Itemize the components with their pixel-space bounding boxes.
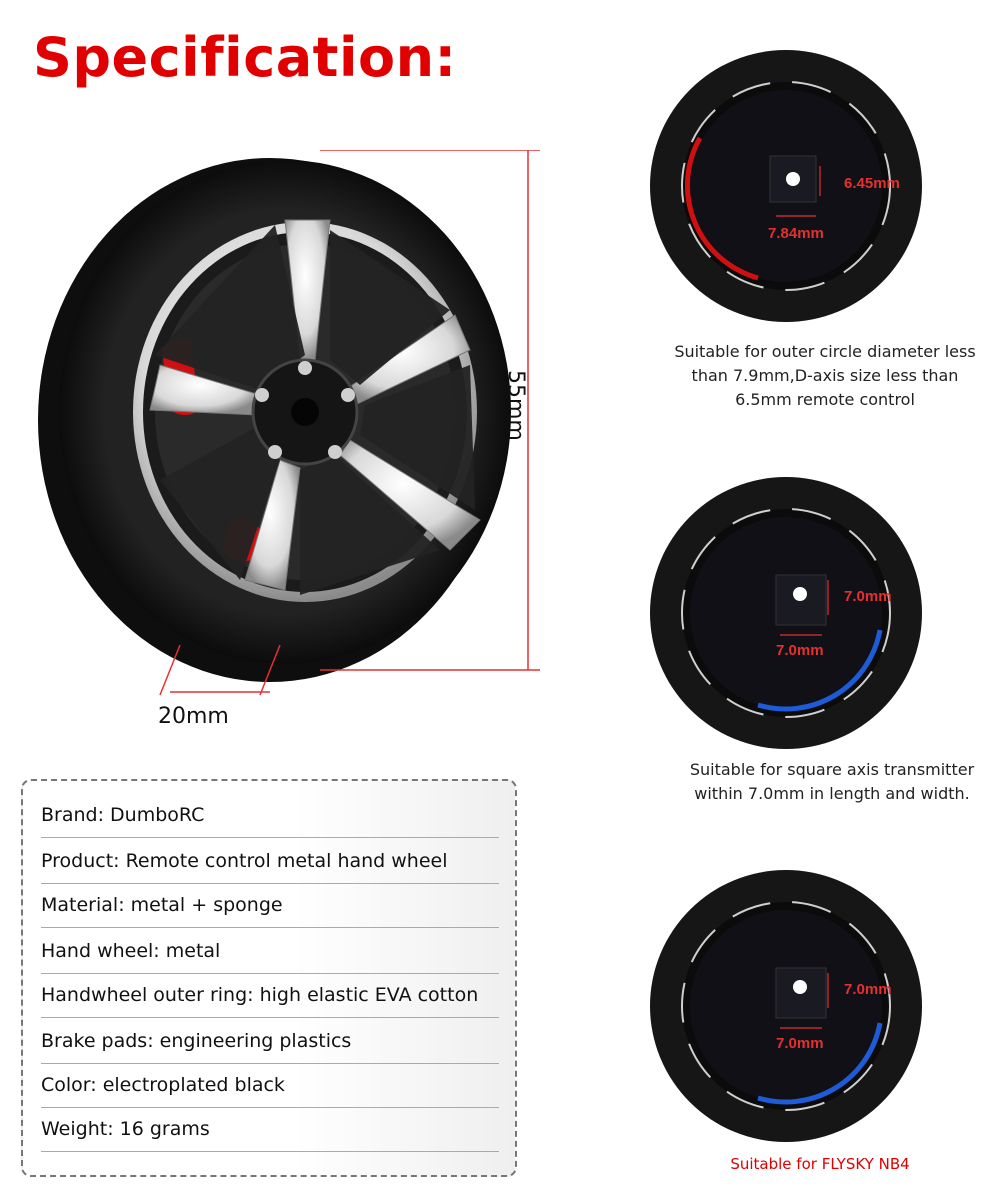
- side3-dim-a: 7.0mm: [844, 981, 892, 998]
- side3-dim-b: 7.0mm: [776, 1035, 824, 1052]
- spec-row-material: Material: metal + sponge: [41, 883, 499, 928]
- page-title: Specification:: [33, 26, 457, 89]
- rear-view-image-square-axis: [648, 475, 924, 751]
- hand-wheel-image: [30, 150, 550, 710]
- spec-row-product: Product: Remote control metal hand wheel: [41, 839, 499, 884]
- spec-row-hand-wheel: Hand wheel: metal: [41, 929, 499, 974]
- width-dimension-label: 20mm: [158, 704, 229, 729]
- spec-row-outer-ring: Handwheel outer ring: high elastic EVA cotton: [41, 973, 499, 1018]
- height-dimension-label: 55mm: [503, 370, 528, 441]
- side1-caption: Suitable for outer circle diameter less than 7.9mm,D-axis size less than 6.5mm remote control: [674, 342, 976, 409]
- rear-view-image-d-axis: [648, 48, 924, 324]
- side2-dim-b: 7.0mm: [776, 642, 824, 659]
- side1-dim-b: 7.84mm: [768, 225, 824, 242]
- rear-view-image-flysky: [648, 868, 924, 1144]
- spec-row-brand: Brand: DumboRC: [41, 793, 499, 838]
- side1-dim-a: 6.45mm: [844, 175, 900, 192]
- spec-list: [21, 779, 517, 1177]
- spec-row-brake-pads: Brake pads: engineering plastics: [41, 1019, 499, 1064]
- side2-dim-a: 7.0mm: [844, 588, 892, 605]
- spec-row-color: Color: electroplated black: [41, 1063, 499, 1108]
- side3-caption: Suitable for FLYSKY NB4: [730, 1155, 910, 1173]
- side2-caption: Suitable for square axis transmitter within 7.0mm in length and width.: [689, 760, 975, 803]
- spec-row-weight: Weight: 16 grams: [41, 1107, 499, 1152]
